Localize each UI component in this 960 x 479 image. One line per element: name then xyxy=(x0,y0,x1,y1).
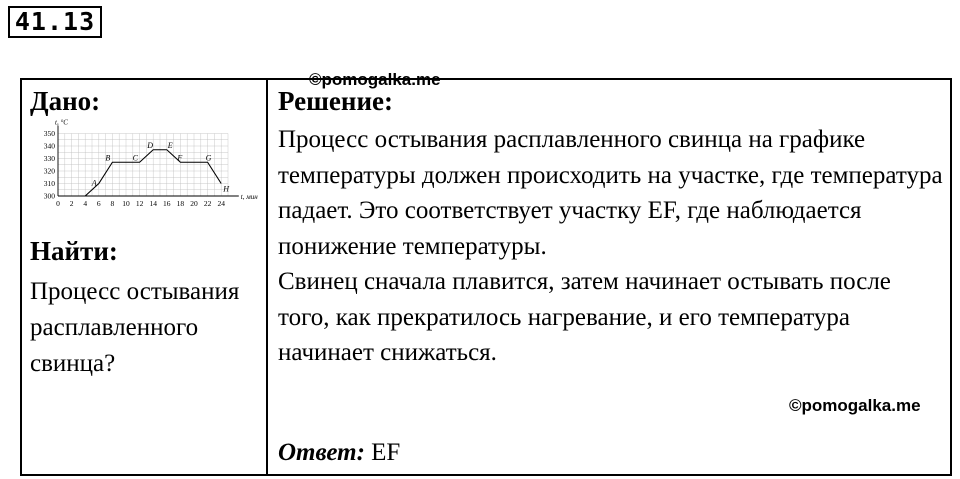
watermark: ©pomogalka.me xyxy=(309,70,441,89)
find-text: Процесс остывания расплавленного свинца? xyxy=(30,278,240,377)
y-tick-label: 330 xyxy=(43,154,55,163)
y-tick-label: 310 xyxy=(43,179,55,188)
watermark: ©pomogalka.me xyxy=(789,396,921,415)
solution-title: Решение: xyxy=(278,86,393,116)
x-tick-label: 24 xyxy=(217,199,225,208)
given-title: Дано: xyxy=(30,86,101,116)
solution-table xyxy=(20,78,952,476)
x-tick-label: 0 xyxy=(56,199,60,208)
y-tick-label: 350 xyxy=(43,129,55,138)
answer-label: Ответ: xyxy=(278,439,365,466)
x-tick-label: 4 xyxy=(83,199,88,208)
x-tick-label: 16 xyxy=(163,199,171,208)
y-tick-label: 300 xyxy=(43,191,55,201)
answer-value: EF xyxy=(371,439,401,466)
point-label-c: C xyxy=(132,153,138,163)
solution-text xyxy=(278,122,948,371)
solution-paragraph: Свинец сначала плавится, затем начинает остывать после того, как прекратилось нагревание, и его температура начинает снижаться. xyxy=(278,268,891,366)
point-label-a: A xyxy=(91,178,97,188)
x-tick-label: 18 xyxy=(176,199,185,208)
y-tick-label: 340 xyxy=(43,141,55,151)
point-label-e: E xyxy=(167,140,173,150)
y-axis-label: t, °C xyxy=(55,118,68,127)
graph-point-labels xyxy=(91,141,230,194)
x-tick-label: 6 xyxy=(96,199,101,208)
x-tick-label: 22 xyxy=(203,199,212,208)
x-tick-label: 10 xyxy=(122,199,130,208)
point-label-b: B xyxy=(105,153,111,163)
y-tick-label: 320 xyxy=(43,166,55,176)
point-label-f: F xyxy=(177,153,183,163)
column-divider xyxy=(266,80,268,474)
x-tick-label: 8 xyxy=(110,199,115,208)
task-number: 41.13 xyxy=(8,6,102,38)
x-tick-label: 20 xyxy=(190,199,198,208)
point-label-g: G xyxy=(205,153,212,163)
solution-paragraph: Процесс остывания расплавленного свинца на графике температуры должен происходить на участке, где температура падает. Это соответствует участку EF, где наблюдается понижение температуры. xyxy=(278,126,943,260)
x-axis-label: t, мин xyxy=(240,193,258,201)
point-label-d: D xyxy=(147,140,153,150)
find-title: Найти: xyxy=(30,236,118,266)
answer xyxy=(278,438,400,468)
point-label-h: H xyxy=(223,184,229,194)
graph-grid xyxy=(58,134,228,197)
temperature-graph xyxy=(30,118,260,218)
x-tick-label: 14 xyxy=(149,199,157,208)
x-tick-label: 2 xyxy=(69,199,74,208)
x-tick-label: 12 xyxy=(135,199,144,208)
